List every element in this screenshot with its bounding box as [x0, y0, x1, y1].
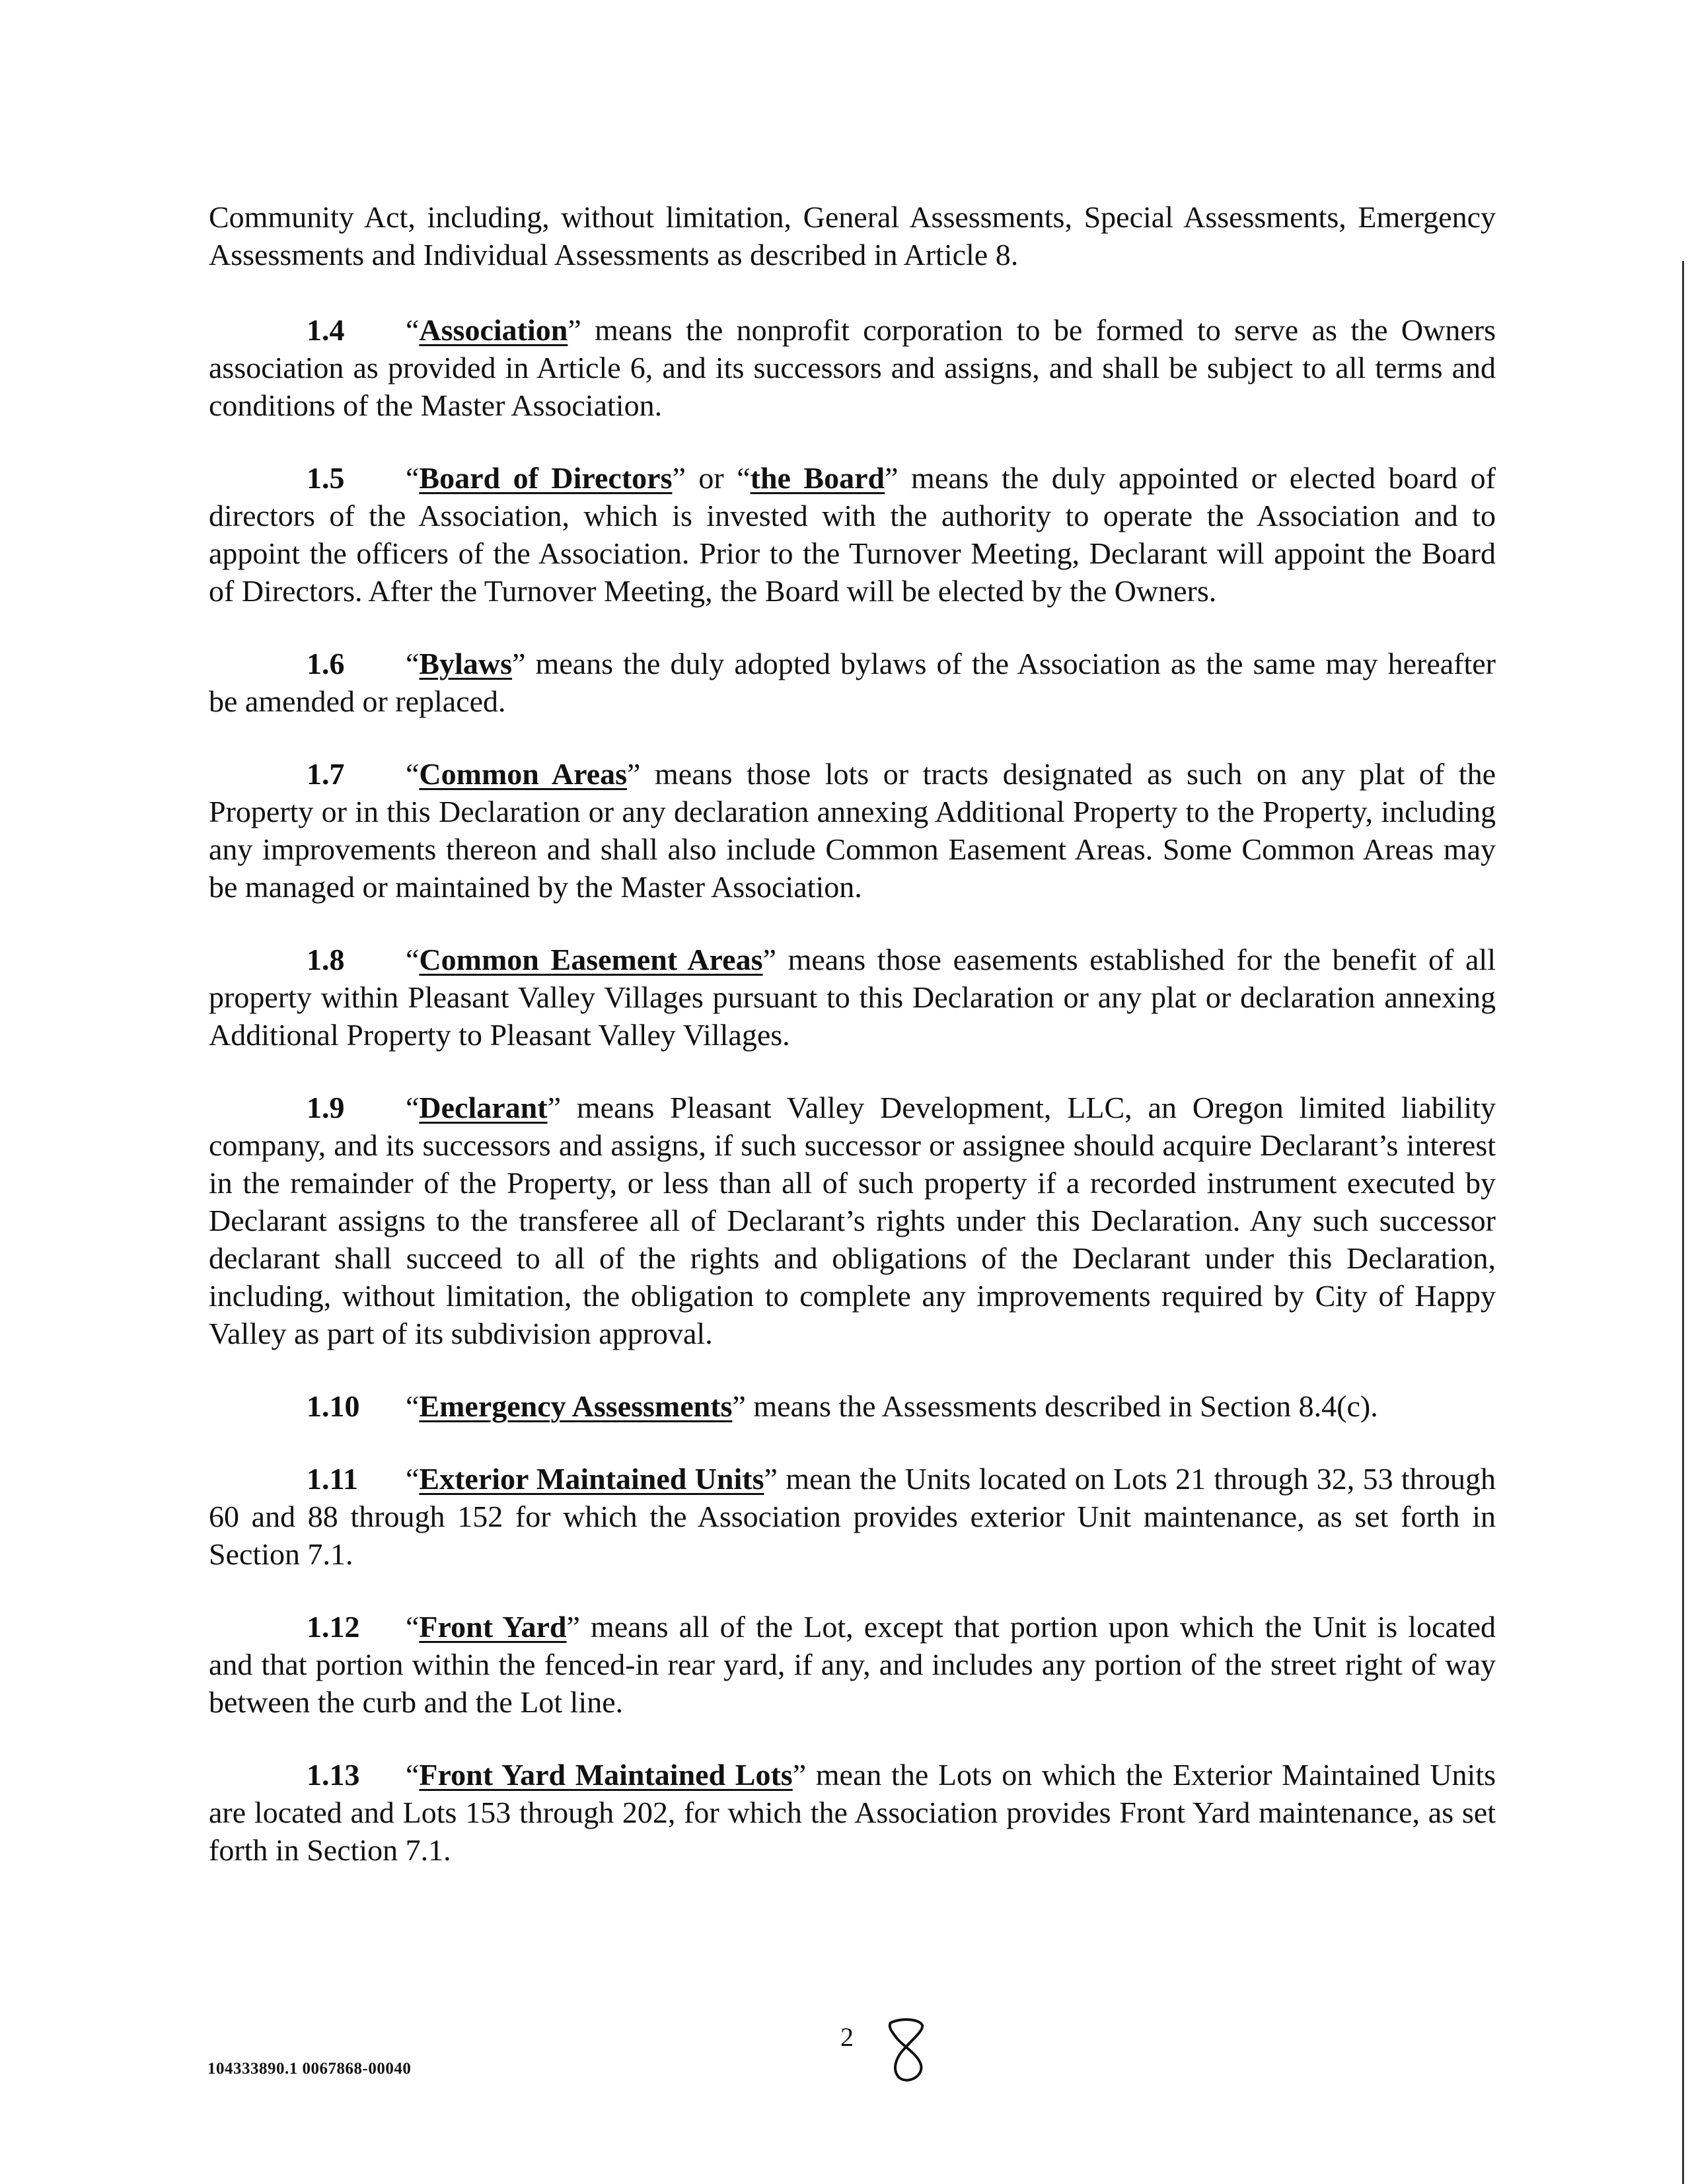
defined-term: Common Areas	[419, 757, 628, 791]
section-number: 1.8	[307, 943, 345, 976]
section-number: 1.13	[307, 1758, 360, 1792]
defined-term: Exterior Maintained Units	[419, 1462, 764, 1496]
document-id-footer: 104333890.1 0067868-00040	[207, 2060, 412, 2078]
definition-1-6: 1.6 “Bylaws” means the duly adopted bylaws of the Association as the same may hereafter be amended or replaced.	[209, 645, 1496, 720]
definition-1-13: 1.13 “Front Yard Maintained Lots” mean the Lots on which the Exterior Maintained Units are located and Lots 153 through 202, for which the Association provides Front Yard maintenance, as set forth in Section 7.1.	[209, 1756, 1496, 1869]
defined-term: Front Yard	[419, 1610, 567, 1644]
handwritten-page-mark	[884, 2016, 930, 2082]
section-number: 1.6	[307, 647, 345, 680]
definition-text: means all of the Lot, except that portion upon which the Unit is located and that portion within the fenced-in rear yard, if any, and includes any portion of the street right of way between the curb and the Lot line.	[209, 1610, 1496, 1719]
definition-1-7: 1.7 “Common Areas” means those lots or tracts designated as such on any plat of the Property or in this Declaration or any declaration annexing Additional Property to the Property, including any improvements thereon and shall also include Common Easement Areas. Some Common Areas may be managed or maintained by the Master Association.	[209, 755, 1496, 906]
intro-paragraph: Community Act, including, without limitation, General Assessments, Special Assessments, Emergency Assessments and Individual Assessments as described in Article 8.	[209, 200, 1496, 272]
definition-text: mean the Units located on Lots 21 through 32, 53 through 60 and 88 through 152 for which the Association provides exterior Unit maintenance, as set forth in Section 7.1.	[209, 1462, 1496, 1571]
defined-term: Board of Directors	[419, 461, 673, 495]
definition-text: means Pleasant Valley Development, LLC, an Oregon limited liability company, and its successors and assigns, if such successor or assignee should acquire Declarant’s interest in the remainder of the Property, or less than all of such property if a recorded instrument executed by Declarant assigns to the transferee all of Declarant’s rights under this Declaration. Any such successor declarant shall succeed to all of the rights and obligations of the Declarant under this Declaration, including, without limitation, the obligation to complete any improvements required by City of Happy Valley as part of its subdivision approval.	[209, 1091, 1496, 1350]
definition-text: means the Assessments described in Section 8.4(c).	[745, 1389, 1378, 1423]
defined-term: Declarant	[419, 1091, 548, 1124]
definition-text: mean the Lots on which the Exterior Maintained Units are located and Lots 153 through 202, for which the Association provides Front Yard maintenance, as set forth in Section 7.1.	[209, 1758, 1496, 1867]
section-number: 1.10	[307, 1389, 360, 1423]
definition-text: means those easements established for the benefit of all property within Pleasant Valley Villages pursuant to this Declaration or any plat or declaration annexing Additional Property to Pleasant Valley Villages.	[209, 943, 1496, 1052]
definition-1-12: 1.12 “Front Yard” means all of the Lot, except that portion upon which the Unit is located and that portion within the fenced-in rear yard, if any, and includes any portion of the street right of way between the curb and the Lot line.	[209, 1608, 1496, 1721]
definition-1-11: 1.11 “Exterior Maintained Units” mean the Units located on Lots 21 through 32, 53 through 60 and 88 through 152 for which the Association provides exterior Unit maintenance, as set forth in Section 7.1.	[209, 1460, 1496, 1573]
definition-text: means the nonprofit corporation to be formed to serve as the Owners association as provided in Article 6, and its successors and assigns, and shall be subject to all terms and conditions of the Master Association.	[209, 313, 1496, 422]
definition-1-4: 1.4 “Association” means the nonprofit corporation to be formed to serve as the Owners association as provided in Article 6, and its successors and assigns, and shall be subject to all terms and conditions of the Master Association.	[209, 311, 1496, 424]
section-number: 1.12	[307, 1610, 360, 1644]
defined-term: Front Yard Maintained Lots	[419, 1758, 793, 1792]
defined-term: Association	[419, 313, 568, 347]
defined-term: Emergency Assessments	[419, 1389, 733, 1423]
section-number: 1.4	[307, 313, 345, 347]
page-number: 2	[840, 2022, 854, 2052]
scan-edge-line	[1682, 261, 1684, 2184]
section-number: 1.9	[307, 1091, 345, 1124]
section-number: 1.7	[307, 757, 345, 791]
definition-1-9: 1.9 “Declarant” means Pleasant Valley Development, LLC, an Oregon limited liability company, and its successors and assigns, if such successor or assignee should acquire Declarant’s interest in the remainder of the Property, or less than all of such property if a recorded instrument executed by Declarant assigns to the transferee all of Declarant’s rights under this Declaration. Any such successor declarant shall succeed to all of the rights and obligations of the Declarant under this Declaration, including, without limitation, the obligation to complete any improvements required by City of Happy Valley as part of its subdivision approval.	[209, 1089, 1496, 1352]
section-number: 1.5	[307, 461, 345, 495]
defined-term: Common Easement Areas	[419, 943, 763, 976]
definition-1-8: 1.8 “Common Easement Areas” means those easements established for the benefit of all property within Pleasant Valley Villages pursuant to this Declaration or any plat or declaration annexing Additional Property to Pleasant Valley Villages.	[209, 941, 1496, 1054]
definition-1-5: 1.5 “Board of Directors” or “the Board” means the duly appointed or elected board of directors of the Association, which is invested with the authority to operate the Association and to appoint the officers of the Association. Prior to the Turnover Meeting, Declarant will appoint the Board of Directors. After the Turnover Meeting, the Board will be elected by the Owners.	[209, 459, 1496, 610]
definition-text: means the duly adopted bylaws of the Association as the same may hereafter be amended or replaced.	[209, 647, 1496, 718]
definition-text: means the duly appointed or elected board of directors of the Association, which is invested with the authority to operate the Association and to appoint the officers of the Association. Prior to the Turnover Meeting, Declarant will appoint the Board of Directors. After the Turnover Meeting, the Board will be elected by the Owners.	[209, 461, 1496, 608]
definition-1-10: 1.10 “Emergency Assessments” means the Assessments described in Section 8.4(c).	[209, 1387, 1496, 1425]
defined-term-alt: the Board	[750, 461, 885, 495]
defined-term: Bylaws	[419, 647, 513, 680]
document-body	[209, 198, 1496, 1904]
section-number: 1.11	[307, 1462, 358, 1496]
definition-text: means those lots or tracts designated as such on any plat of the Property or in this Declaration or any declaration annexing Additional Property to the Property, including any improvements thereon and shall also include Common Easement Areas. Some Common Areas may be managed or maintained by the Master Association.	[209, 757, 1496, 904]
